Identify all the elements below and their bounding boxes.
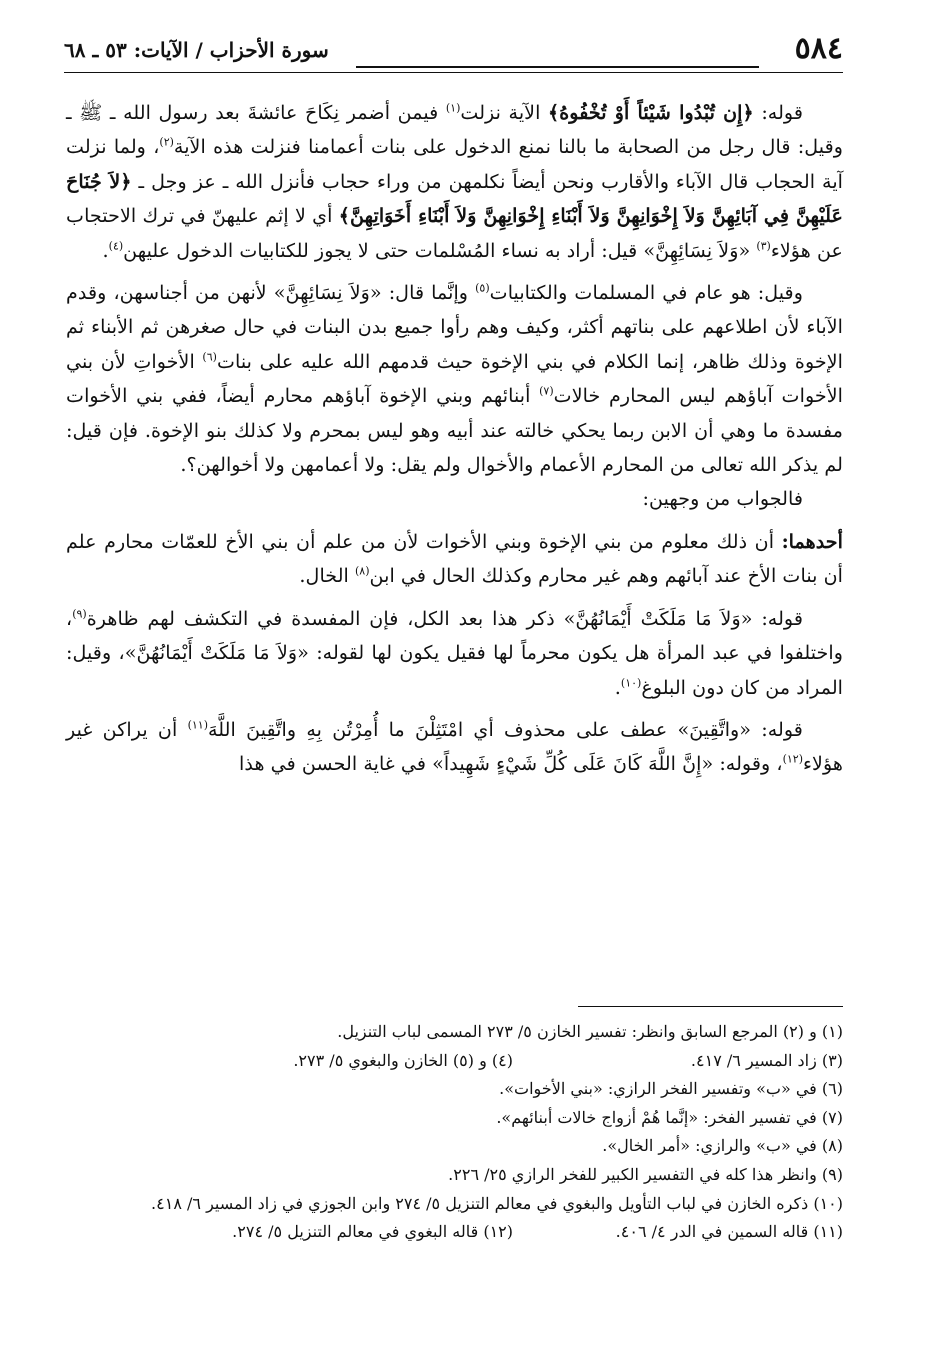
- footnote-ref[interactable]: (٨): [354, 564, 370, 578]
- text-run: أبنائهم وبني الإخوة آباؤهم محارم أيضاً، ففي بني الأخوات مفسدة ما وهي أن الابن ربما يحكي خالته عند أبيه وهو ليس بمحرم ولا كذلك بنو الإخوة. فإن قيل: لم يذكر الله تعالى من المحارم الأعمام والأخوال ولم يقل: ولا أعمامهن ولا أخوالهن؟.: [66, 384, 843, 477]
- running-title: سورة الأحزاب / الآيات: ٥٣ ـ ٦٨: [64, 38, 329, 62]
- main-text: [66, 96, 843, 782]
- footnote: (١٠) ذكره الخازن في لباب التأويل والبغوي في معالم التنزيل ٥/ ٢٧٤ وابن الجوزي في زاد المسير ٦/ ٤١٨.: [151, 1193, 843, 1213]
- header-underline: [64, 72, 843, 73]
- text-run: فيمن أضمر نِكَاحَ عائشةَ بعد رسول الله ـ ﷺ ـ وقيل: قال رجل من الصحابة ما بالنا نمنع الدخول على بنات أعمامنا فنزلت هذه الآية: [66, 101, 844, 159]
- text-run: الأخواتِ لأن بني الأخوات آباؤهم ليس المحارم خالات: [66, 349, 843, 408]
- text-run: ، واختلفوا في عبد المرأة هل يكون محرماً لها فقيل يكون لها لقوله: «وَلاَ مَا مَلَكَتْ أَيْمَانُهُنَّ»، وقيل: المراد من كان دون البلوغ: [66, 606, 843, 699]
- footnote: (٤) و (٥) الخازن والبغوي ٥/ ٢٧٣.: [293, 1050, 513, 1070]
- text-run: ، وقوله: «إِنَّ اللَّهَ كَانَ عَلَى كُلِّ شَيْءٍ شَهِيداً» في غاية الحسن في هذا: [239, 752, 783, 776]
- header-rule: [356, 66, 759, 68]
- paragraph: [66, 525, 843, 594]
- text-run: وإنَّما قال: «وَلاَ نِسَائِهِنَّ» لأنهن من أجناسهن، وقدم الآباء لأن اطلاعهم على بناتهم أكثر، وكيف وهم رأوا جميع بدن البنات في حال صغرهن ثم الأبناء ثم الإخوة وذلك ظاهر، إنما الكلام في بني الإخوة حيث قدمهم الله عليه على بنات: [66, 281, 843, 373]
- paragraph: [66, 602, 843, 705]
- quran-verse: ﴿لاَ جُنَاحَ عَلَيْهِنَّ فِي آبَائِهِنَّ وَلاَ إِخْوَانِهِنَّ وَلاَ أَبْنَاءِ إِخْوَانِهِنَّ وَلاَ أَبْنَاءِ أَخَوَاتِهِنَّ﴾: [66, 169, 843, 228]
- footnote-row: [70, 1218, 843, 1247]
- footnote-ref[interactable]: (١٠): [620, 676, 642, 690]
- page-number: ٥٨٤: [794, 31, 843, 66]
- text-run: أي لا إثم عليهنّ في ترك الاحتجاب عن هؤلاء: [66, 204, 843, 262]
- footnote-ref[interactable]: (١): [445, 101, 461, 115]
- footnote: (٧) في تفسير الفخر: «إنَّما هُمْ أزواج خالات أبنائهم».: [496, 1107, 843, 1127]
- paragraph: [66, 276, 843, 482]
- footnote-ref[interactable]: (٦): [202, 350, 217, 364]
- footnote: (١) و (٢) المرجع السابق وانظر: تفسير الخازن ٥/ ٢٧٣ المسمى لباب التنزيل.: [337, 1022, 843, 1041]
- text-run: قوله:: [753, 101, 804, 124]
- quran-verse: ﴿إِن تُبْدُوا شَيْئاً أَوْ تُخْفُوهُ﴾: [548, 101, 754, 124]
- footnote: (٦) في «ب» وتفسير الفخر الرازي: «بني الأخوات».: [499, 1079, 843, 1099]
- footnote: (٨) في «ب» والرازي: «أمر الخال».: [602, 1136, 843, 1156]
- text-run: قوله: «وَلاَ مَا مَلَكَتْ أَيْمَانُهُنَّ» ذكر هذا بعد الكل، فإن المفسدة في التكشف لهم ظاهرة: [86, 606, 803, 630]
- section-lead: أحدهما:: [781, 529, 843, 553]
- footnote: (١١) قاله السمين في الدر ٤/ ٤٠٦.: [615, 1222, 843, 1242]
- text-run: أن ذلك معلوم من بني الإخوة وبني الأخوات لأن من علم أن بني الأخ للعمّات محارم علم أن بنات الأخ عند آبائهم وهم غير محارم وكذلك الحال في ابن: [66, 529, 843, 588]
- text-run: قوله: «واتَّقِينَ» عطف على محذوف أي امْتَثِلْنَ ما أُمِرْتُن بِهِ واتَّقِينَ اللَّهَ: [208, 717, 803, 741]
- footnote-ref[interactable]: (٣): [756, 239, 771, 253]
- text-run: الخال.: [299, 564, 355, 588]
- footnote: (٣) زاد المسير ٦/ ٤١٧.: [690, 1050, 843, 1070]
- text-run: .: [102, 238, 109, 262]
- footnote-ref[interactable]: (٢): [159, 136, 174, 150]
- text-run: أن يراكن غير هؤلاء: [66, 717, 843, 776]
- footnote: (٩) وانظر هذا كله في التفسير الكبير للفخر الرازي ٢٥/ ٢٢٦.: [448, 1164, 843, 1184]
- footnote-ref[interactable]: (١١): [187, 718, 209, 732]
- text-run: الآية نزلت: [460, 101, 548, 124]
- text-run: .: [614, 675, 621, 699]
- text-run: وقيل: هو عام في المسلمات والكتابيات: [489, 281, 803, 305]
- footnotes: [70, 1018, 843, 1247]
- paragraph: [66, 96, 843, 268]
- footnote-ref[interactable]: (٤): [108, 239, 124, 253]
- footnote-row: [70, 1047, 843, 1076]
- footnote-ref[interactable]: (١٢): [782, 752, 803, 766]
- footnote-ref[interactable]: (٩): [72, 607, 87, 621]
- footnote-ref[interactable]: (٥): [475, 281, 490, 295]
- text-run: ، ولما نزلت آية الحجاب قال الآباء والأقارب ونحن أيضاً نكلمهن من وراء حجاب فأنزل الله ـ عز وجل ـ: [66, 135, 844, 193]
- footnote: (١٢) قاله البغوي في معالم التنزيل ٥/ ٢٧٤.: [232, 1222, 513, 1242]
- footnote-separator: [578, 1006, 843, 1007]
- footnote-ref[interactable]: (٧): [539, 384, 554, 398]
- page-header: [64, 30, 843, 74]
- paragraph: [66, 713, 843, 782]
- paragraph: فالجواب من وجهين:: [642, 487, 803, 511]
- text-run: «وَلاَ نِسَائِهِنَّ» قيل: أراد به نساء المُسْلمات حتى لا يجوز للكتابيات الدخول عليهن: [123, 238, 757, 262]
